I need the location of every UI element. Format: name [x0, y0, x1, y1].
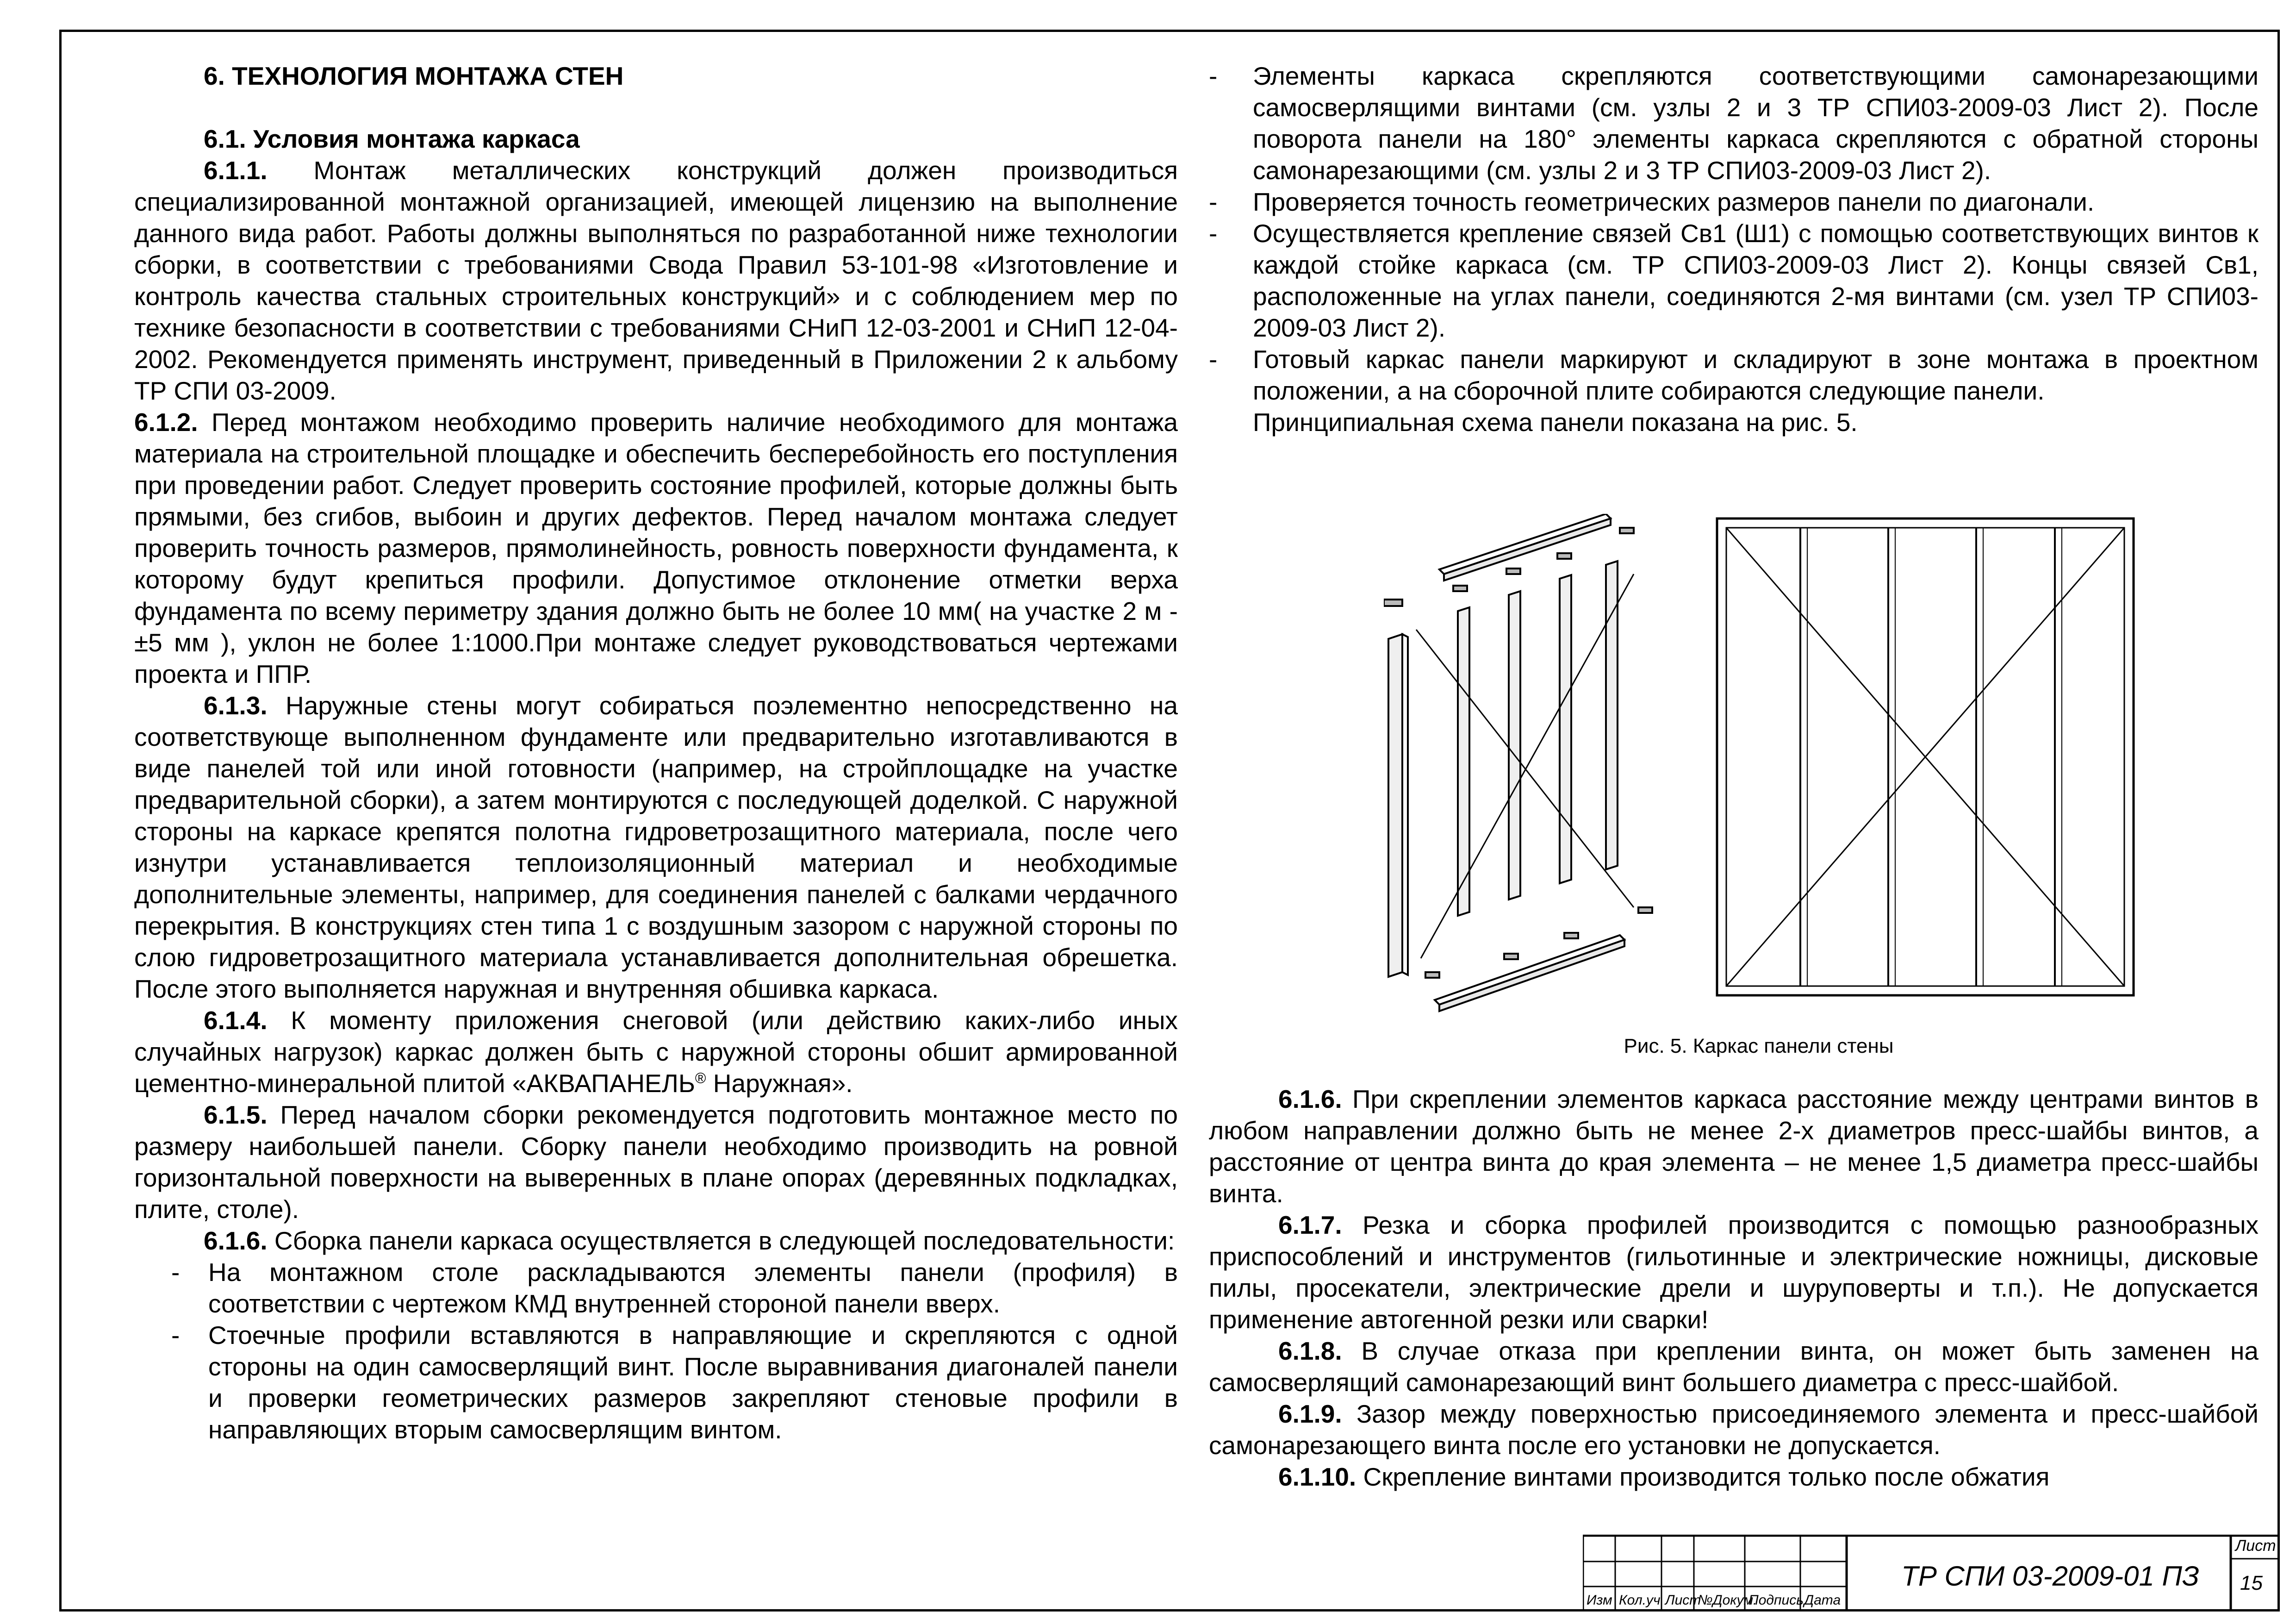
paragraph-6-1-5 — [134, 1099, 1178, 1225]
clause-text: Скрепление винтами производится только после обжатия — [1356, 1462, 2050, 1491]
left-column — [134, 60, 1178, 1445]
clause-text: Перед монтажом необходимо проверить наличие необходимого для монтажа материала на строительной площадке и обеспечить бесперебойность его поступления при проведении работ. Следует проверить состояние профилей, которые должны быть прямыми, без сгибов, выбоин и других дефектов. Перед началом монтажа следует проверить точность размеров, прямолинейность, ровность поверхности фундамента, к которому будут крепиться профили. Допустимое отклонение отметки верха фундамента по всему периметру здания должно быть не более 10 мм( на участке 2 м - ±5 мм ), уклон не более 1:1000.При монтаже следует руководствоваться чертежами проекта и ППР. — [134, 408, 1178, 688]
clause-text: Перед началом сборки рекомендуется подготовить монтажное место по размеру наибольшей панели. Сборку панели необходимо производить на ровной горизонтальной поверхности на выверенных в плане опорах (деревянных подкладках, плите, столе). — [134, 1100, 1178, 1224]
clause-number: 6.1.8. — [1278, 1337, 1342, 1365]
list-item-text: Стоечные профили вставляются в направляющие и скрепляются с одной стороны на один самосверлящий винт. После выравнивания диагоналей панели и проверки геометрических размеров закрепляют стеновые профили в направляющих вторым самосверлящим винтом. — [208, 1321, 1178, 1444]
clause-text: Монтаж металлических конструкций должен производиться специализированной монтажной организацией, имеющей лицензию на выполнение данного вида работ. Работы должны выполняться по разработанной ниже технологии сборки, в соответствии с требованиями Свода Правил 53-101-98 «Изготовление и контроль качества стальных строительных конструкций» и с соблюдением мер по технике безопасности в соответствии с требованиями СНиП 12-03-2001 и СНиП 12-04-2002. Рекомендуется применять инструмент, приведенный в Приложении 2 к альбому ТР СПИ 03-2009. — [134, 156, 1178, 405]
stamp-col-data: Дата — [1804, 1593, 1841, 1608]
paragraph-6-1-8 — [1209, 1335, 2259, 1398]
figure-caption: Рис. 5. Каркас панели стены — [1624, 1035, 1894, 1057]
stamp-col-podpis: Подпись — [1748, 1593, 1804, 1608]
paragraph-6-1-4 — [134, 1005, 1178, 1099]
clause-number: 6.1.9. — [1278, 1399, 1342, 1428]
clause-number: 6.1.6. — [204, 1226, 268, 1255]
right-column-top — [1209, 60, 2259, 438]
clause-number: 6.1.6. — [1278, 1085, 1342, 1113]
clause-text: Сборка панели каркаса осуществляется в следующей последовательности: — [267, 1226, 1175, 1255]
section-heading: 6. ТЕХНОЛОГИЯ МОНТАЖА СТЕН — [204, 62, 624, 90]
list-item-text: Готовый каркас панели маркируют и складируют в зоне монтажа в проектном положении, а на сборочной плите собираются следующие панели. — [1253, 345, 2259, 405]
subsection-heading: 6.1. Условия монтажа каркаса — [204, 125, 580, 153]
list-item-text: На монтажном столе раскладываются элементы панели (профиля) в соответствии с чертежом КМД внутренней стороной панели вверх. — [208, 1258, 1178, 1318]
sheet-number: 15 — [2240, 1572, 2263, 1594]
clause-text: В случае отказа при креплении винта, он может быть заменен на самосверлящий самонарезающий винт большего диаметра с пресс-шайбой. — [1209, 1337, 2259, 1397]
paragraph-6-1-2 — [134, 406, 1178, 690]
stamp-col-koluch: Кол.уч — [1619, 1593, 1661, 1608]
clause-number: 6.1.1. — [204, 156, 268, 185]
list-item — [134, 1319, 1178, 1445]
list-dash: - — [1209, 345, 1218, 374]
right-column-bottom — [1209, 1083, 2259, 1493]
paragraph-6-1-1 — [134, 155, 1178, 406]
clause-text: К моменту приложения снеговой (или действию каких-либо иных случайных нагрузок) каркас должен быть с наружной стороны обшит армированной цементно-минеральной плитой «АКВАПАНЕЛЬ — [134, 1006, 1178, 1098]
paragraph-6-1-9 — [1209, 1398, 2259, 1461]
list-dash: - — [1209, 219, 1218, 248]
list-item — [1209, 344, 2259, 406]
clause-number: 6.1.4. — [204, 1006, 268, 1035]
list-item — [1209, 60, 2259, 186]
clause-number: 6.1.7. — [1278, 1211, 1342, 1239]
assembled-frame-drawing — [1717, 518, 2134, 995]
sheet-label: Лист — [2235, 1537, 2276, 1555]
paragraph-6-1-7 — [1209, 1209, 2259, 1335]
list-item — [1209, 218, 2259, 344]
paragraph-6-1-10 — [1209, 1461, 2259, 1493]
stamp-col-izm: Изм — [1587, 1593, 1612, 1608]
list-item-text: Элементы каркаса скрепляются соответствующими самонарезающими самосверлящими винтами (см. узлы 2 и 3 ТР СПИ03-2009-03 Лист 2). После поворота панели на 180° элементы каркаса скрепляются с обратной стороны самонарезающими (см. узлы 2 и 3 ТР СПИ03-2009-03 Лист 2). — [1253, 62, 2259, 185]
list-dash: - — [1209, 187, 1218, 216]
clause-number: 6.1.2. — [134, 408, 198, 437]
clause-text: Наружная». — [706, 1069, 853, 1098]
list-item — [134, 1256, 1178, 1319]
document-code: ТР СПИ 03-2009-01 ПЗ — [1901, 1561, 2199, 1592]
list-item-text: Проверяется точность геометрических размеров панели по диагонали. — [1253, 187, 2095, 216]
paragraph-6-1-6b — [1209, 1083, 2259, 1209]
list-item-text: Осуществляется крепление связей Св1 (Ш1) с помощью соответствующих винтов к каждой стойке каркаса (см. ТР СПИ03-2009-03 Лист 2). Концы связей Св1, расположенные на углах панели, соединяются 2-мя винтами (см. узел ТР СПИ03-2009-03 Лист 2). — [1253, 219, 2259, 342]
clause-text: Зазор между поверхностью присоединяемого элемента и пресс-шайбой самонарезающего винта после его установки не допускается. — [1209, 1399, 2259, 1460]
list-dash: - — [171, 1321, 180, 1349]
scheme-note: Принципиальная схема панели показана на рис. 5. — [1253, 408, 1858, 437]
registered-mark: ® — [695, 1069, 706, 1087]
clause-number: 6.1.5. — [204, 1100, 268, 1129]
list-dash: - — [171, 1258, 180, 1287]
clause-text: Наружные стены могут собираться поэлементно непосредственно на соответствующе выполненном фундаменте или предварительно изготавливаются в виде панелей той или иной готовности (например, на стройплощадке на участке предварительной сборки), а затем монтируются с последующей доделкой. С наружной стороны на каркасе крепятся полотна гидроветрозащитного материала, после чего изнутри устанавливается теплоизоляционный материал и необходимые дополнительные элементы, например, для соединения панелей с балками чердачного перекрытия. В конструкциях стен типа 1 с воздушным зазором с наружной стороны по слою гидроветрозащитного материала устанавливается дополнительная обрешетка. После этого выполняется наружная и внутренняя обшивка каркаса. — [134, 691, 1178, 1003]
stamp-col-list: Лист — [1665, 1593, 1701, 1608]
paragraph-6-1-6 — [134, 1225, 1178, 1256]
paragraph-6-1-3 — [134, 690, 1178, 1005]
clause-number: 6.1.10. — [1278, 1462, 1356, 1491]
clause-text: При скреплении элементов каркаса расстояние между центрами винтов в любом направлении должно быть не менее 2-х диаметров пресс-шайбы винтов, а расстояние от центра винта до края элемента – не менее 1,5 диаметра пресс-шайбы винта. — [1209, 1085, 2259, 1208]
stamp-col-dokum: №Докум. — [1698, 1593, 1757, 1608]
list-dash: - — [1209, 62, 1218, 90]
clause-text: Резка и сборка профилей производится с помощью разнообразных приспособлений и инструментов (гильотинные и электрические ножницы, дисковые пилы, просекатели, электрические дрели и шуруповерты и т.п.). Не допускается применение автогенной резки или сварки! — [1209, 1211, 2259, 1334]
clause-number: 6.1.3. — [204, 691, 268, 720]
exploded-frame-drawing — [1384, 514, 1652, 1011]
panel-frame-figure — [1384, 514, 2143, 1018]
list-item — [1209, 186, 2259, 218]
